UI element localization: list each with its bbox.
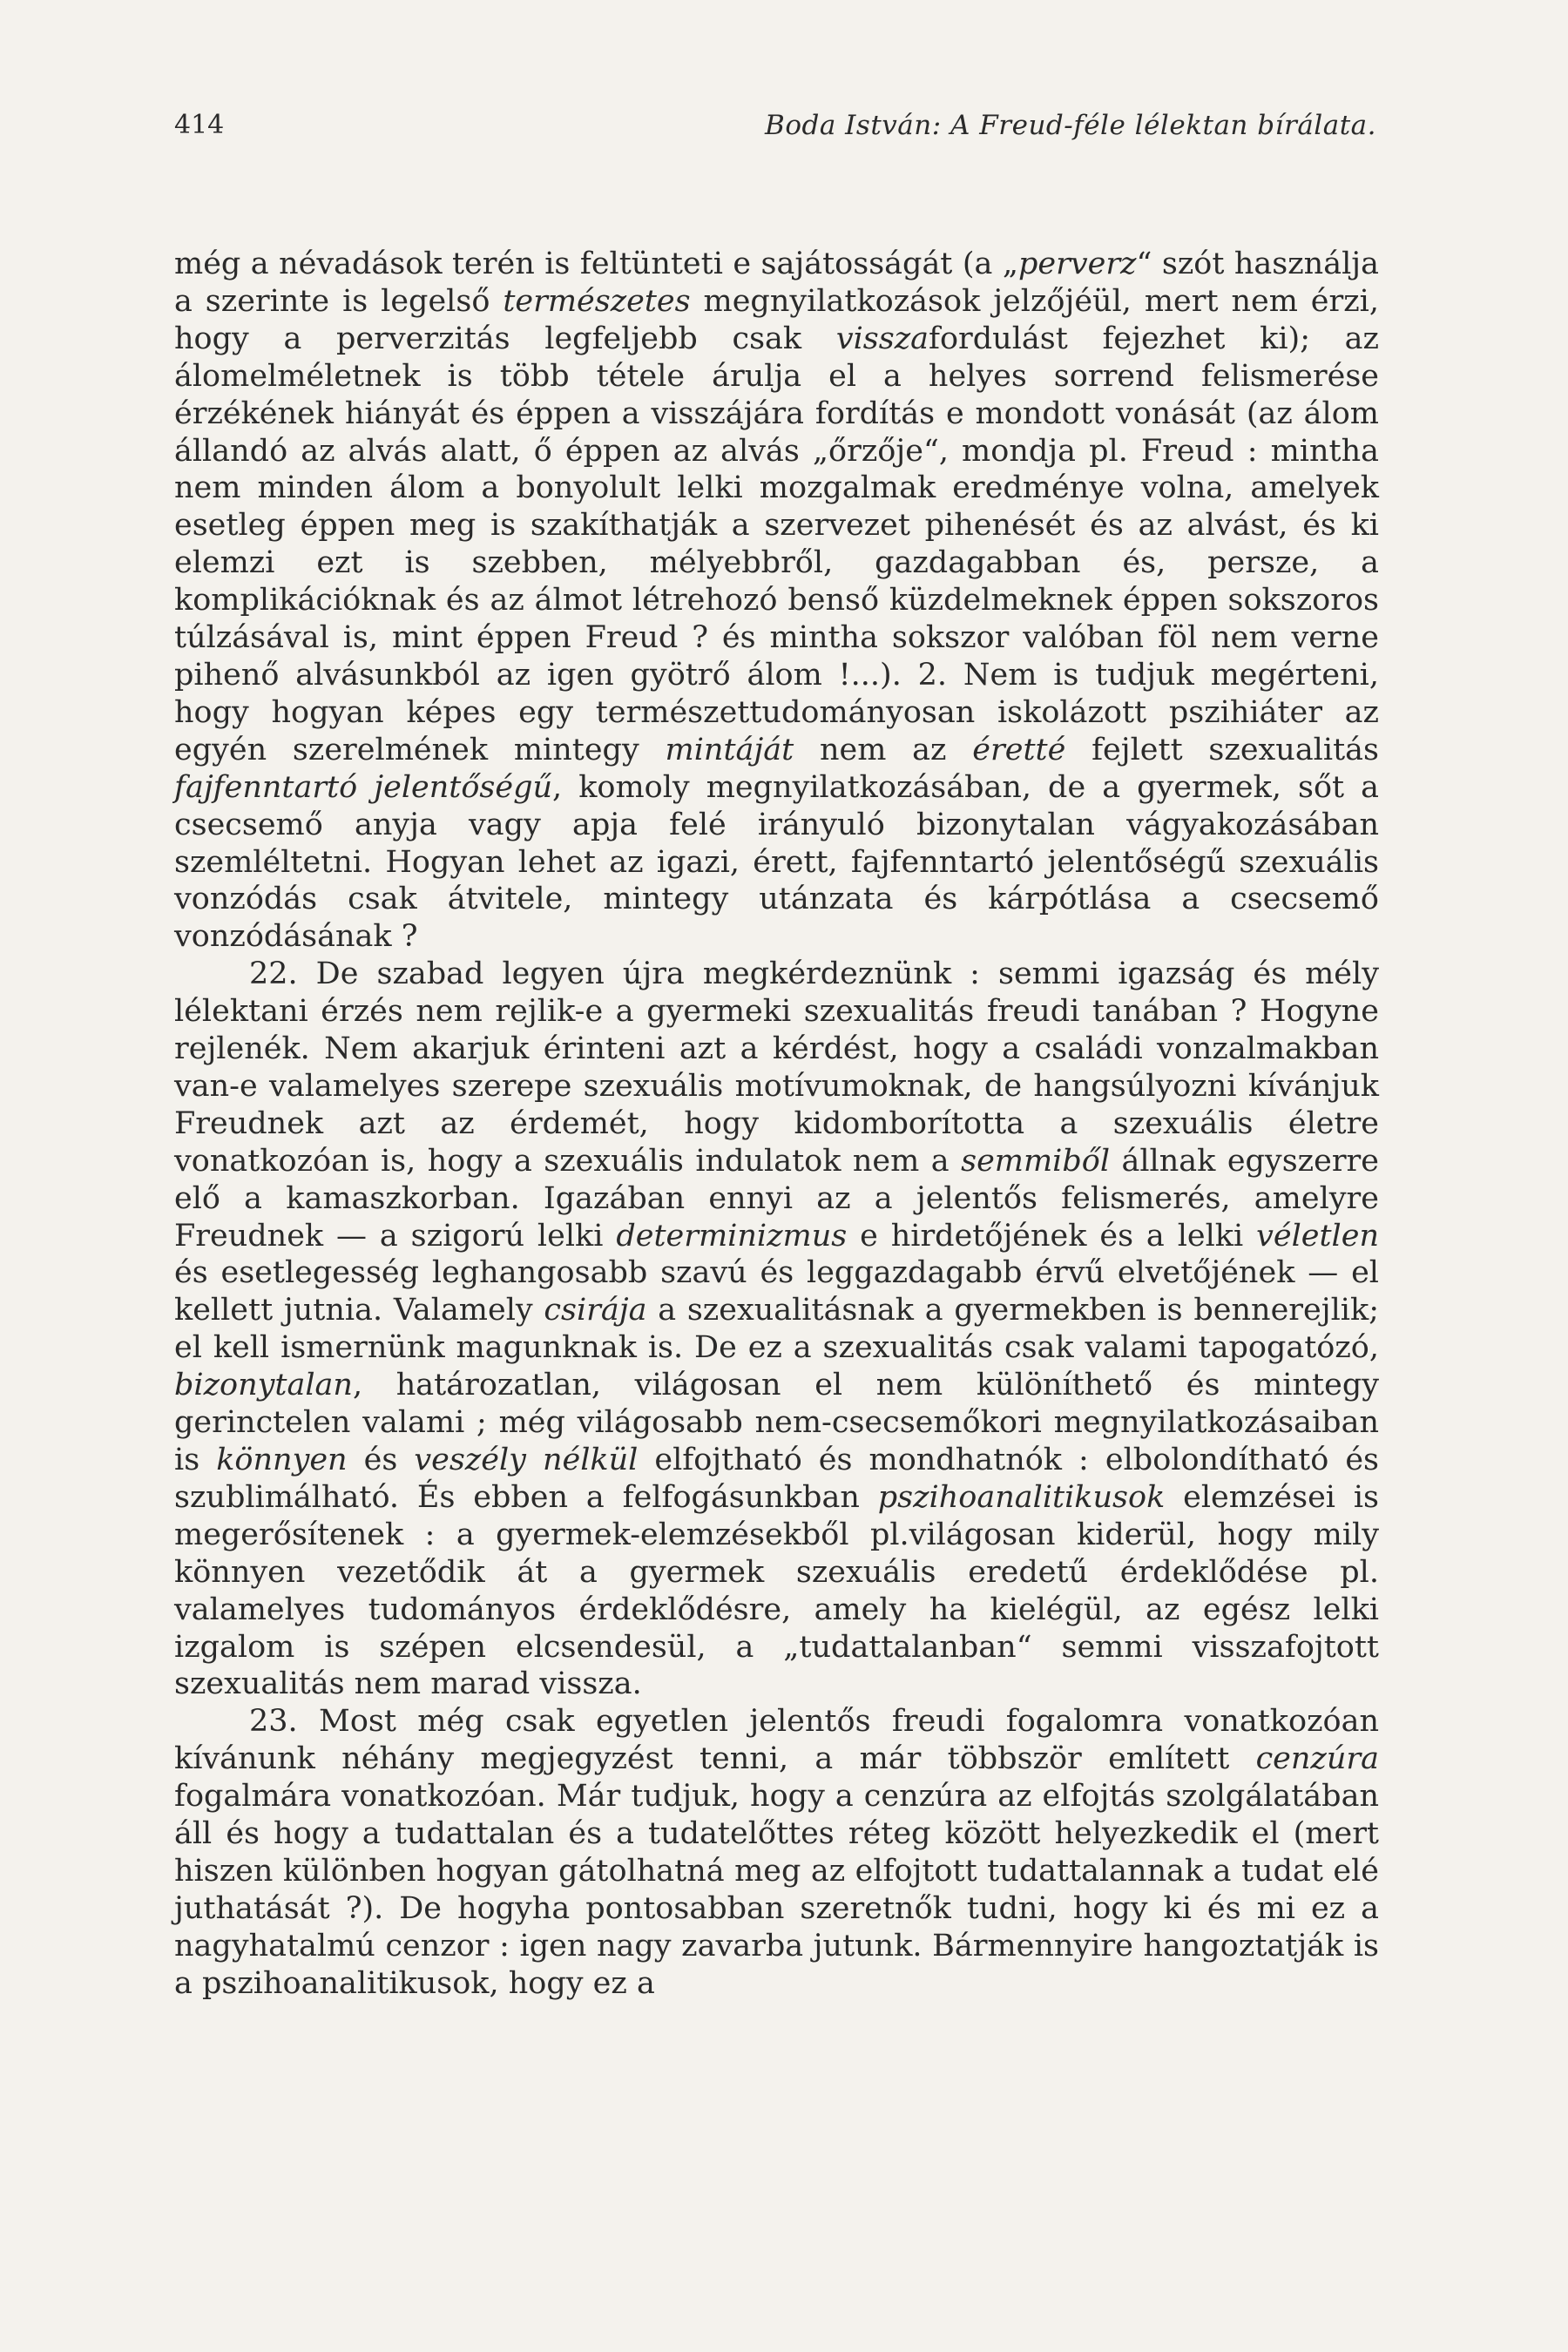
text-run: elfojtható és mondhatnók : elbolondítható és szublimálható. És ebben a felfogásunkban: [174, 1443, 1379, 1515]
text-run: 23. Most még csak egyetlen jelentős freudi fogalomra vonatkozóan kívánunk néhány megjegyzést tenni, a már többször említett: [174, 1704, 1379, 1777]
emphasized-text: determinizmus: [616, 1218, 848, 1254]
emphasized-text: semmiből: [961, 1143, 1111, 1179]
page-header: [174, 110, 1376, 153]
text-run: állnak egyszerre elő a kamaszkorban. Igazában ennyi az a jelentős felismerés, amelyre Freudnek — a szigorú lelki: [174, 1143, 1379, 1254]
emphasized-text: véletlen: [1256, 1218, 1379, 1254]
paragraph-23: [174, 1703, 1379, 2002]
paragraph-continuation: [174, 246, 1379, 956]
emphasized-text: veszély nélkül: [414, 1443, 639, 1477]
emphasized-text: pszihoanalitikusok: [877, 1479, 1166, 1515]
text-run: a szexualitásnak a gyermekben is bennerejlik; el kell ismernünk magunknak is. De ez a szexualitás csak valami tapogatózó,: [174, 1293, 1379, 1366]
text-run: fejlett szexualitás: [1065, 732, 1379, 767]
emphasized-text: perverz: [1017, 247, 1137, 281]
text-run: fordulást fejezhet ki); az álomelméletnek is több tétele árulja el a helyes sorrend felismerése érzékének hiányát és éppen a visszájára fordítás e mondott vonását (az álom állandó az alvás alatt, ő éppen az alvás „őrzője“, mondja pl. Freud : mintha nem minden álom a bonyolult lelki mozgalmak eredménye volna, amelyek esetleg éppen meg is szakíthatják a szervezet pihenését és az alvást, és ki elemzi ezt is szebben, mélyebbről, gazdagabban és, persze, a komplikációknak és az álmot létrehozó benső küzdelmeknek éppen sokszoros túlzásával is, mint éppen Freud ? és mintha sokszor valóban föl nem verne pihenő alvásunkból az igen gyötrő álom !...). 2. Nem is tudjuk megérteni, hogy hogyan képes egy természettudományosan iskolázott pszihiáter az egyén szerelmének mintegy: [174, 321, 1379, 767]
emphasized-text: könnyen: [216, 1443, 348, 1477]
text-run: nem az: [794, 732, 973, 767]
text-run: elemzései is megerősítenek : a gyermek-elemzésekből pl.világosan kiderül, hogy mily könnyen vezetődik át a gyermek szexuális eredetű érdeklődése pl. valamelyes tudományos érdeklődésre, amely ha kielégül, az egész lelki izgalom is szépen elcsendesül, a „tudattalanban“ semmi visszafojtott szexualitás nem marad vissza.: [174, 1479, 1379, 1702]
paragraph-22: [174, 956, 1379, 1703]
emphasized-text: természetes: [503, 283, 691, 319]
emphasized-text: mintáját: [665, 732, 794, 767]
page-number: 414: [174, 110, 225, 140]
emphasized-text: csirája: [544, 1293, 647, 1328]
running-title: Boda István: A Freud-féle lélektan bírálata.: [765, 110, 1376, 141]
text-run: “ szót használja a szerinte is legelső: [174, 247, 1380, 319]
text-run: és esetlegesség leghangosabb szavú és leggazdagabb érvű elvetőjének — el kellett jutnia. Valamely: [174, 1255, 1379, 1328]
text-run: 22. De szabad legyen újra megkérdeznünk : semmi igazság és mély lélektani érzés nem rejlik-e a gyermeki szexualitás freudi tanában ? Hogyne rejlenék. Nem akarjuk érinteni azt a kérdést, hogy a családi vonzalmakban van-e valamelyes szerepe szexuális motívumoknak, de hangsúlyozni kívánjuk Freudnek azt az érdemét, hogy kidomborította a szexuális életre vonatkozóan is, hogy a szexuális indulatok nem a: [174, 956, 1379, 1179]
emphasized-text: fajfenntartó jelentőségű: [174, 769, 553, 805]
body-text: [174, 246, 1379, 2003]
text-run: és: [347, 1443, 415, 1477]
emphasized-text: bizonytalan: [174, 1368, 353, 1403]
emphasized-text: éretté: [972, 732, 1066, 767]
text-run: fogalmára vonatkozóan. Már tudjuk, hogy a cenzúra az elfojtás szolgálatában áll és hogy a tudattalan és a tudatelőttes réteg között helyezkedik el (mert hiszen különben hogyan gátolhatná meg az elfojtott tudattalannak a tudat elé juthatását ?). De hogyha pontosabban szeretnők tudni, hogy ki és mi ez a nagyhatalmú cenzor : igen nagy zavarba jutunk. Bármennyire hangoztatják is a pszihoanalitikusok, hogy ez a: [174, 1779, 1379, 2001]
text-run: megnyilatkozások jelzőjéül, mert nem érzi, hogy a perverzitás legfeljebb csak: [174, 283, 1380, 356]
emphasized-text: vissza: [835, 321, 929, 356]
text-run: még a névadások terén is feltünteti e sajátosságát (a „: [174, 247, 1018, 281]
text-run: , komoly megnyilatkozásában, de a gyermek, sőt a csecsemő anyja vagy apja felé irányuló bizonytalan vágyakozásában szemléltetni. Hogyan lehet az igazi, érett, fajfenntartó jelentőségű szexuális vonzódás csak átvitele, mintegy utánzata és kárpótlása a csecsemő vonzódásának ?: [174, 769, 1379, 955]
emphasized-text: cenzúra: [1255, 1741, 1379, 1777]
text-run: e hirdetőjének és a lelki: [847, 1218, 1257, 1254]
text-run: , határozatlan, világosan el nem különíthető és mintegy gerinctelen valami ; még világosabb nem-csecsemőkori megnyilatkozásaiban is: [174, 1368, 1379, 1477]
